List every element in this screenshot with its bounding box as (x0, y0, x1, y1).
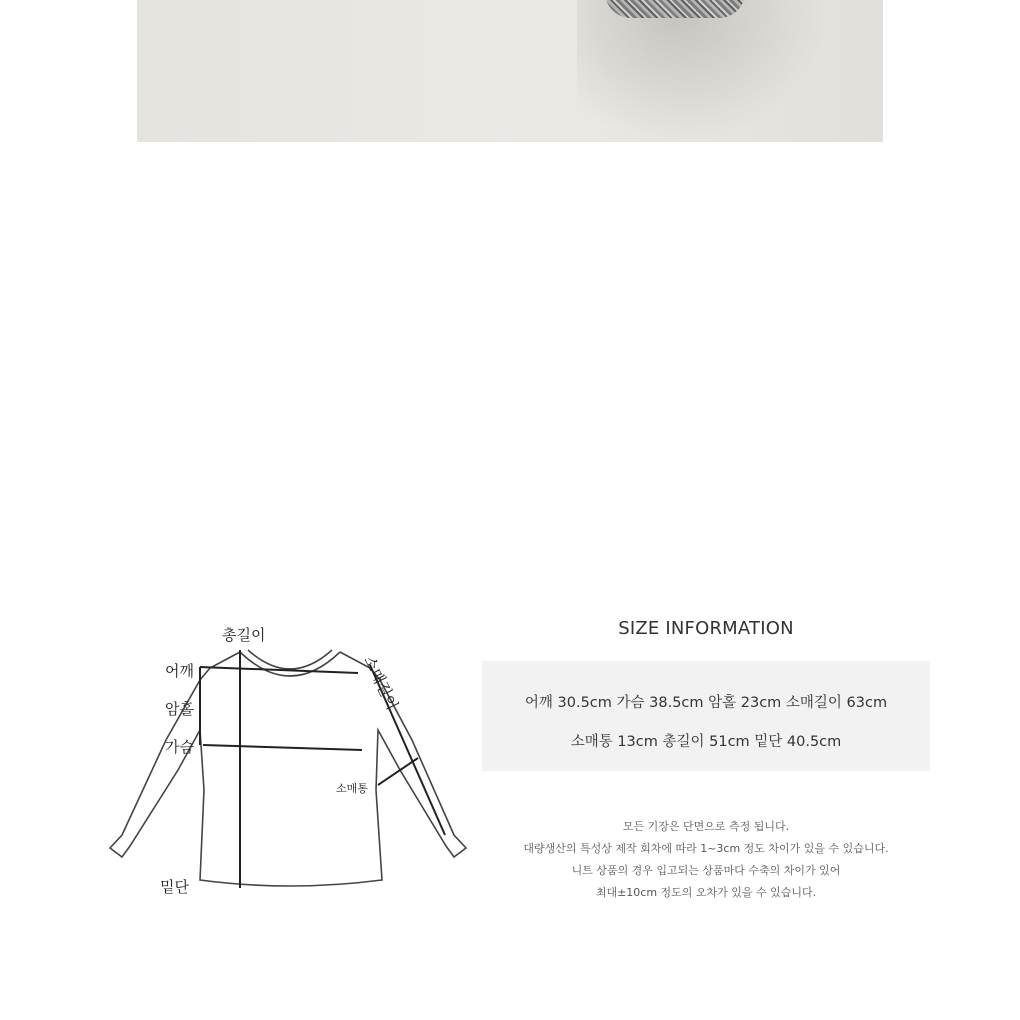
note-line: 대량생산의 특성상 제작 회차에 따라 1~3cm 정도 차이가 있을 수 있습니다. (523, 842, 889, 855)
label-shoulder: 어깨 (165, 662, 194, 680)
size-info-title: SIZE INFORMATION (618, 618, 794, 639)
note-line: 모든 기장은 단면으로 측정 됩니다. (622, 820, 790, 833)
sweater-outline (100, 610, 480, 920)
label-hem: 밑단 (160, 878, 189, 896)
measurement-diagram (100, 610, 480, 920)
photo-shadow (577, 0, 827, 142)
measurement-notes (482, 816, 930, 904)
label-armhole: 암홀 (165, 700, 194, 718)
label-total-length: 총길이 (222, 626, 266, 644)
size-info-box (482, 661, 930, 771)
size-line-1: 어깨 30.5cm 가슴 38.5cm 암홀 23cm 소매길이 63cm (524, 695, 888, 711)
note-line: 최대±10cm 정도의 오차가 있을 수 있습니다. (595, 886, 817, 899)
label-sleeve-length: 소매길이 (360, 652, 402, 713)
label-sleeve-width: 소매통 (336, 782, 368, 795)
product-photo (137, 0, 883, 142)
knit-object (605, 0, 745, 18)
note-line: 니트 상품의 경우 입고되는 상품마다 수축의 차이가 있어 (571, 864, 841, 877)
label-chest: 가슴 (165, 738, 194, 756)
size-line-2: 소매통 13cm 총길이 51cm 밑단 40.5cm (570, 734, 842, 750)
